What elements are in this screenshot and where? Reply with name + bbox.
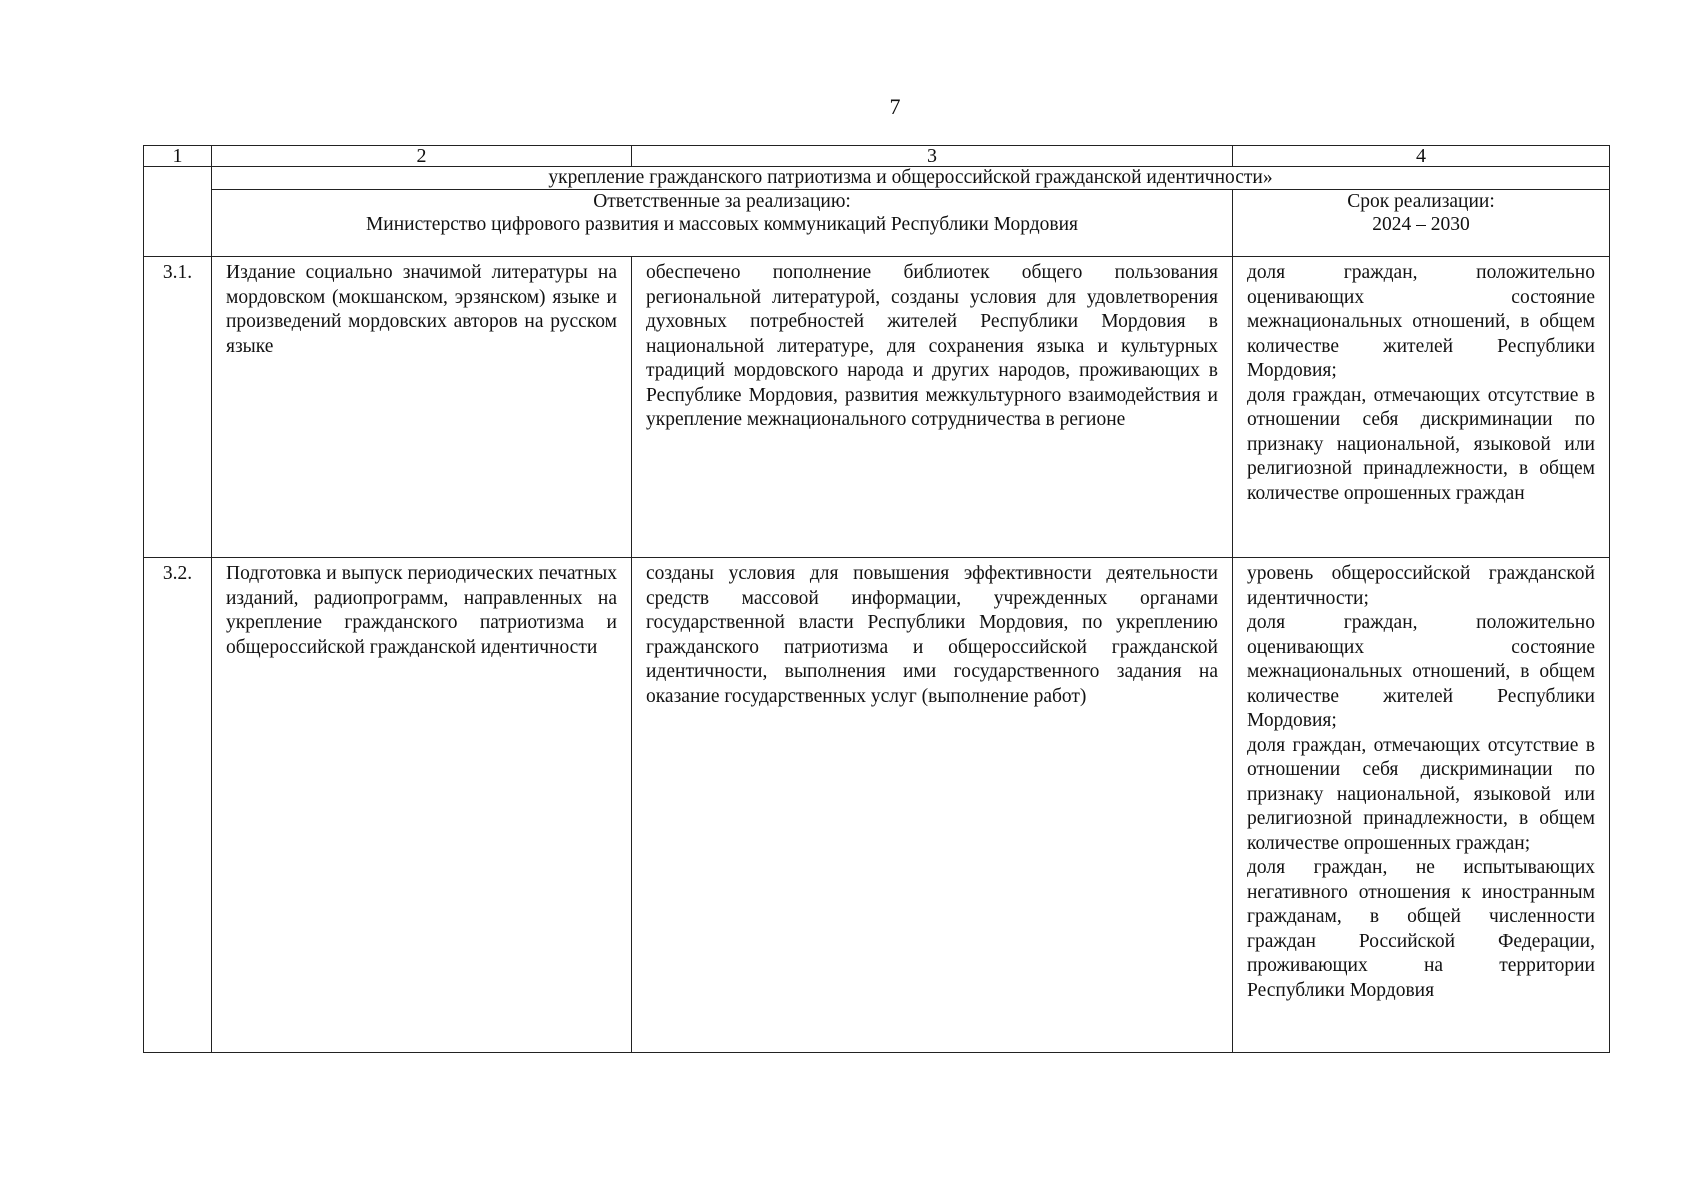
table-row	[144, 558, 1610, 1053]
task-text: Издание социально значимой литературы на мордовском (мокшанском, эрзянском) языке и произведений мордовских авторов на русском языке	[212, 257, 632, 558]
responsibility-row	[144, 190, 1610, 257]
responsible-value: Министерство цифрового развития и массовых коммуникаций Республики Мордовия	[365, 214, 1079, 235]
indicator-item: уровень общероссийской гражданской идентичности;	[1247, 563, 1595, 609]
term-label: Срок реализации:	[1347, 191, 1495, 212]
result-text: созданы условия для повышения эффективности деятельности средств массовой информации, учрежденных органами государственной власти Республики Мордовия, по укреплению гражданского патриотизма и общероссийской гражданской идентичности, выполнения ими государственного задания на оказание государственных услуг (выполнение работ)	[632, 558, 1233, 1053]
page-number: 7	[889, 94, 901, 119]
row-number: 3.1.	[144, 257, 212, 558]
term-value: 2024 – 2030	[1372, 214, 1470, 235]
indicators-cell	[1233, 558, 1610, 1053]
measures-table	[143, 145, 1610, 1053]
term-cell	[1233, 190, 1610, 257]
indicator-item: доля граждан, отмечающих отсутствие в отношении себя дискриминации по признаку национальной, языковой или религиозной принадлежности, в общем количестве опрошенных граждан;	[1247, 734, 1595, 854]
task-text: Подготовка и выпуск периодических печатных изданий, радиопрограмм, направленных на укрепление гражданского патриотизма и общероссийской гражданской идентичности	[212, 558, 632, 1053]
indicator-item: доля граждан, положительно оценивающих состояние межнациональных отношений, в общем количестве жителей Республики Мордовия;	[1247, 612, 1595, 731]
empty-cell	[144, 167, 212, 257]
section-subtitle: укрепление гражданского патриотизма и общероссийской гражданской идентичности»	[212, 167, 1610, 190]
indicators-cell	[1233, 257, 1610, 558]
column-number-3: 3	[632, 146, 1233, 167]
responsible-label: Ответственные за реализацию:	[593, 191, 851, 212]
indicator-item: доля граждан, не испытывающих негативного отношения к иностранным гражданам, в общей численности граждан Российской Федерации, проживающих на территории Республики Мордовия	[1247, 857, 1595, 1001]
result-text: обеспечено пополнение библиотек общего пользования региональной литературой, созданы условия для удовлетворения духовных потребностей жителей Республики Мордовия в национальной литературе, для сохранения языка и культурных традиций мордовского народа и других народов, проживающих в Республике Мордовия, развития межкультурного взаимодействия и укрепление межнационального сотрудничества в регионе	[632, 257, 1233, 558]
indicator-item: доля граждан, положительно оценивающих состояние межнациональных отношений, в общем количестве жителей Республики Мордовия;	[1247, 262, 1595, 381]
indicator-item: доля граждан, отмечающих отсутствие в отношении себя дискриминации по признаку национальной, языковой или религиозной принадлежности, в общем количестве опрошенных граждан	[1247, 384, 1595, 504]
table-row	[144, 257, 1610, 558]
subtitle-row	[144, 167, 1610, 190]
column-number-2: 2	[212, 146, 632, 167]
row-number: 3.2.	[144, 558, 212, 1053]
responsible-cell	[212, 190, 1233, 257]
column-numbers-row	[144, 146, 1610, 167]
column-number-1: 1	[144, 146, 212, 167]
column-number-4: 4	[1233, 146, 1610, 167]
